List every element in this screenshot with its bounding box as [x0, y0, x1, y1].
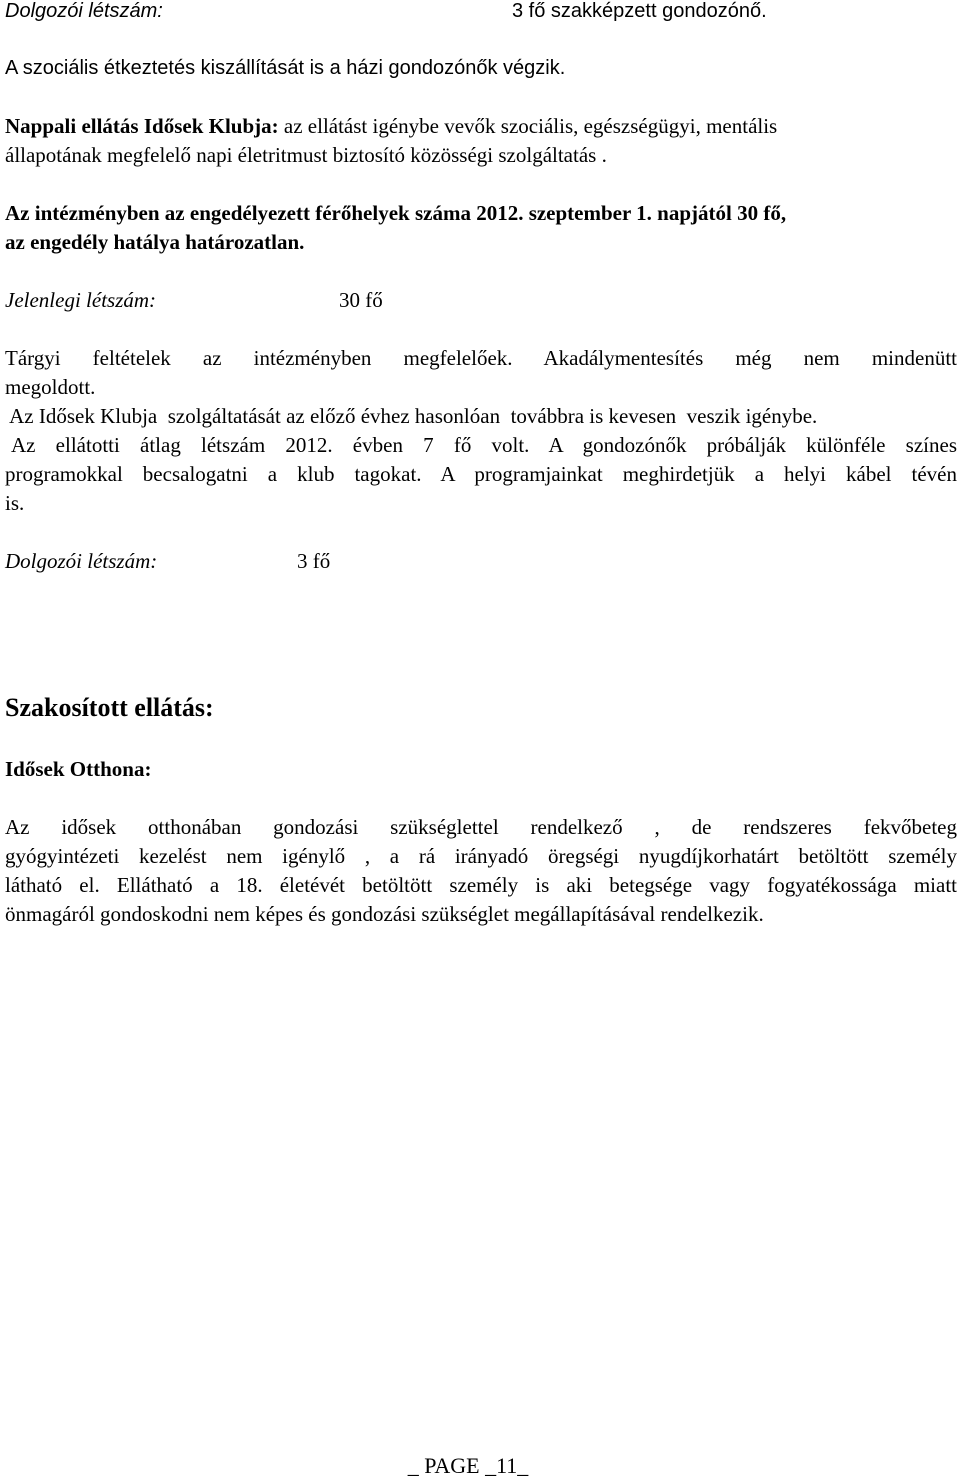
specialized-line-2: gyógyintézeti kezelést nem igénylő , a rá irányadó öregségi nyugdíjkorhatárt betöltött személy [5, 844, 957, 868]
elderly-home-subheading: Idősek Otthona: [5, 757, 152, 781]
conditions-line-1: Tárgyi feltételek az intézményben megfelelőek. Akadálymentesítés még nem mindenütt [5, 346, 957, 370]
staff-value-bottom: 3 fő [297, 549, 331, 573]
day-care-line-2: állapotának megfelelő napi életritmust biztosító közösségi szolgáltatás . [5, 143, 607, 167]
conditions-line-2: megoldott. [5, 375, 96, 399]
current-count-label: Jelenlegi létszám: [5, 288, 157, 312]
conditions-line-4: Az ellátotti átlag létszám 2012. évben 7 fő volt. A gondozónők próbálják különféle színes [11, 433, 957, 457]
current-count-value: 30 fő [339, 288, 383, 312]
staff-value-top: 3 fő szakképzett gondozónő. [512, 0, 767, 22]
specialized-heading: Szakosított ellátás: [5, 693, 214, 722]
page-footer: _ PAGE _11_ [407, 1453, 529, 1478]
conditions-line-5: programokkal becsalogatni a klub tagokat. A programjainkat meghirdetjük a helyi kábel tévén [5, 462, 957, 486]
conditions-line-3: Az Idősek Klubja szolgáltatását az előző évhez hasonlóan továbbra is kevesen veszik igénybe. [5, 404, 818, 428]
staff-label-bottom: Dolgozói létszám: [5, 549, 158, 573]
staff-label-top: Dolgozói létszám: [5, 0, 163, 22]
day-care-line-1 [5, 112, 777, 140]
specialized-line-4: önmagáról gondoskodni nem képes és gondozási szükséglet megállapításával rendelkezik. [5, 902, 764, 926]
specialized-line-3: látható el. Ellátható a 18. életévét betöltött személy is aki betegsége vagy fogyatékossága miatt [5, 873, 957, 897]
capacity-line-1: Az intézményben az engedélyezett férőhelyek száma 2012. szeptember 1. napjától 30 fő, [5, 201, 787, 225]
conditions-line-6: is. [5, 491, 25, 515]
day-care-line-1-text: az ellátást igénybe vevők szociális, egészségügyi, mentális [278, 114, 778, 138]
capacity-line-2: az engedély hatálya határozatlan. [5, 230, 305, 254]
delivery-note: A szociális étkeztetés kiszállítását is a házi gondozónők végzik. [5, 57, 566, 79]
day-care-heading: Nappali ellátás Idősek Klubja: [5, 114, 279, 138]
specialized-line-1: Az idősek otthonában gondozási szükséglettel rendelkező , de rendszeres fekvőbeteg [5, 815, 957, 839]
